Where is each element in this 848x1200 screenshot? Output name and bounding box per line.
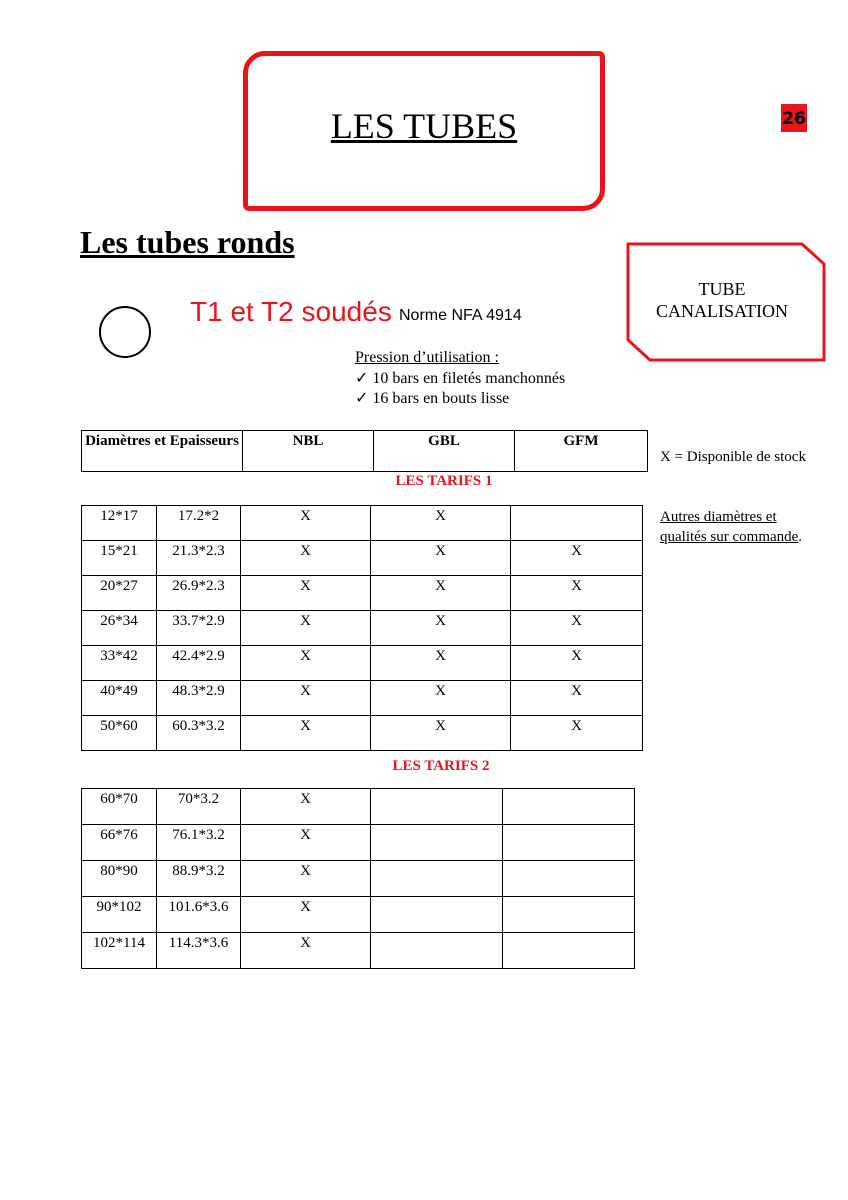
cell-d: 33*42 <box>82 646 157 681</box>
cell-nbl: X <box>241 933 371 969</box>
header-nbl: NBL <box>243 431 374 472</box>
cell-gfm: X <box>511 576 643 611</box>
cell-gbl: X <box>371 716 511 751</box>
table-row <box>82 541 643 576</box>
cell-d: 15*21 <box>82 541 157 576</box>
cell-d: 102*114 <box>82 933 157 969</box>
norme-text: Norme NFA 4914 <box>399 307 522 324</box>
tarifs2-label: LES TARIFS 2 <box>392 758 490 774</box>
pression-label: Pression d’utilisation : <box>355 349 499 366</box>
canalisation-label-line2: CANALISATION <box>656 301 788 321</box>
legend-other-text: Autres diamètres et qualités sur commande <box>660 509 799 545</box>
cell-nbl: X <box>241 897 371 933</box>
table-row <box>82 897 635 933</box>
cell-gbl <box>371 897 503 933</box>
tarifs1-table <box>81 505 643 751</box>
tube-table-header <box>81 430 648 472</box>
cell-nbl: X <box>241 825 371 861</box>
tarifs1-label: LES TARIFS 1 <box>395 473 493 489</box>
pression-item <box>355 369 565 389</box>
circle-icon <box>99 306 151 358</box>
pression-item-text: 16 bars en bouts lisse <box>372 390 510 407</box>
table-row <box>82 716 643 751</box>
cell-gfm <box>503 861 635 897</box>
table-header-row <box>82 431 648 472</box>
cell-gfm: X <box>511 681 643 716</box>
cell-e: 48.3*2.9 <box>157 681 241 716</box>
cell-e: 88.9*3.2 <box>157 861 241 897</box>
table-row <box>82 933 635 969</box>
cell-gbl <box>371 861 503 897</box>
cell-e: 114.3*3.6 <box>157 933 241 969</box>
cell-e: 60.3*3.2 <box>157 716 241 751</box>
cell-gfm <box>503 897 635 933</box>
canalisation-label-line1: TUBE <box>698 279 746 299</box>
cell-e: 42.4*2.9 <box>157 646 241 681</box>
cell-gbl: X <box>371 611 511 646</box>
cell-gbl <box>371 825 503 861</box>
cell-gbl: X <box>371 576 511 611</box>
product-subtitle: T1 et T2 soudés <box>190 296 392 327</box>
table-row <box>82 646 643 681</box>
cell-nbl: X <box>241 576 371 611</box>
table-row <box>82 506 643 541</box>
cell-e: 26.9*2.3 <box>157 576 241 611</box>
cell-nbl: X <box>241 506 371 541</box>
cell-gfm: X <box>511 646 643 681</box>
cell-d: 66*76 <box>82 825 157 861</box>
table-row <box>82 789 635 825</box>
table-row <box>82 576 643 611</box>
legend-stock: X = Disponible de stock <box>660 449 806 465</box>
cell-nbl: X <box>241 611 371 646</box>
cell-e: 33.7*2.9 <box>157 611 241 646</box>
cell-nbl: X <box>241 861 371 897</box>
cell-e: 17.2*2 <box>157 506 241 541</box>
cell-gfm: X <box>511 611 643 646</box>
legend-other-suffix: . <box>798 529 803 545</box>
cell-gbl: X <box>371 681 511 716</box>
legend-other <box>660 507 810 547</box>
cell-d: 60*70 <box>82 789 157 825</box>
header-diametres: Diamètres et Epaisseurs <box>82 431 243 472</box>
header-gfm: GFM <box>515 431 648 472</box>
cell-nbl: X <box>241 789 371 825</box>
table-row <box>82 611 643 646</box>
cell-gfm: X <box>511 716 643 751</box>
cell-d: 80*90 <box>82 861 157 897</box>
cell-gfm <box>503 789 635 825</box>
cell-d: 40*49 <box>82 681 157 716</box>
cell-gfm <box>503 825 635 861</box>
cell-d: 20*27 <box>82 576 157 611</box>
checkmark-icon: ✓ <box>355 370 369 387</box>
section-title: Les tubes ronds <box>80 224 295 260</box>
table-row <box>82 861 635 897</box>
cell-nbl: X <box>241 716 371 751</box>
cell-e: 70*3.2 <box>157 789 241 825</box>
table-row <box>82 681 643 716</box>
cell-gfm: X <box>511 541 643 576</box>
tarifs2-table <box>81 788 635 969</box>
cell-gbl: X <box>371 646 511 681</box>
cell-e: 101.6*3.6 <box>157 897 241 933</box>
cell-gbl: X <box>371 541 511 576</box>
page-title: LES TUBES <box>330 106 518 146</box>
cell-d: 90*102 <box>82 897 157 933</box>
cell-nbl: X <box>241 541 371 576</box>
cell-gfm <box>503 933 635 969</box>
cell-d: 26*34 <box>82 611 157 646</box>
cell-gbl <box>371 933 503 969</box>
pression-item-text: 10 bars en filetés manchonnés <box>372 370 566 387</box>
cell-e: 21.3*2.3 <box>157 541 241 576</box>
cell-d: 50*60 <box>82 716 157 751</box>
cell-nbl: X <box>241 681 371 716</box>
header-gbl: GBL <box>374 431 515 472</box>
cell-gbl <box>371 789 503 825</box>
page-number-badge: 26 <box>781 104 807 132</box>
cell-gfm <box>511 506 643 541</box>
pression-item <box>355 389 509 409</box>
cell-e: 76.1*3.2 <box>157 825 241 861</box>
cell-d: 12*17 <box>82 506 157 541</box>
cell-gbl: X <box>371 506 511 541</box>
checkmark-icon: ✓ <box>355 390 369 407</box>
table-row <box>82 825 635 861</box>
cell-nbl: X <box>241 646 371 681</box>
